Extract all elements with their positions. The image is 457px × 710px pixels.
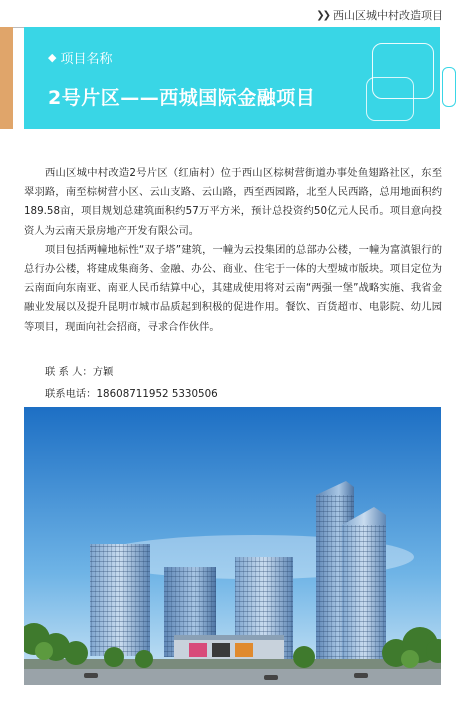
contact-person-label: 联 系 人：	[45, 366, 93, 378]
banner-side-decoration	[440, 27, 457, 129]
project-description	[24, 164, 442, 337]
section-label	[316, 7, 443, 23]
contact-phone-line	[45, 383, 218, 405]
double-chevron-icon: ❯❯	[316, 9, 329, 21]
project-title: 2号片区——西城国际金融项目	[48, 87, 316, 109]
contact-person-line	[45, 361, 218, 383]
project-tag-label: 项目名称	[60, 52, 113, 67]
accent-stripe	[0, 27, 13, 129]
city-skyline-illustration	[24, 407, 441, 685]
description-paragraph: 项目包括两幢地标性“双子塔”建筑，一幢为云投集团的总部办公楼，一幢为富滇银行的总行办公楼，将建成集商务、金融、办公、商业、住宅于一体的大型城市版块。项目定位为云南面向东南亚、南亚人民币结算中心，其建成使用将对云南“两强一堡”战略实施、我省金融业发展以及提升昆明市城市品质起到积极的促进作用。餐饮、百货超市、电影院、幼儿园等项目，现面向社会招商，寻求合作伙伴。	[24, 243, 442, 333]
decorative-rounded-square	[366, 77, 414, 121]
diamond-icon: ◆	[48, 51, 57, 64]
contact-phone: 18608711952 5330506	[96, 388, 218, 400]
title-banner	[24, 27, 440, 129]
project-rendering-image	[24, 407, 441, 685]
contact-person: 方颖	[92, 366, 114, 378]
decorative-rounded-square	[442, 67, 456, 107]
description-paragraph: 西山区城中村改造2号片区（红庙村）位于西山区棕树营街道办事处鱼翅路社区，东至翠羽路，南至棕树营小区、云山支路、云山路，西至西园路，北至人民西路，总用地面积约189.58亩，项目规划总建筑面积约57万平方米，预计总投资约50亿元人民币。项目意向投资人为云南天景房地产开发有限公司。	[24, 167, 442, 237]
contact-block	[45, 361, 218, 405]
project-tag	[48, 48, 112, 67]
section-label-text: 西山区城中村改造项目	[333, 9, 443, 22]
contact-phone-label: 联系电话：	[45, 388, 97, 400]
